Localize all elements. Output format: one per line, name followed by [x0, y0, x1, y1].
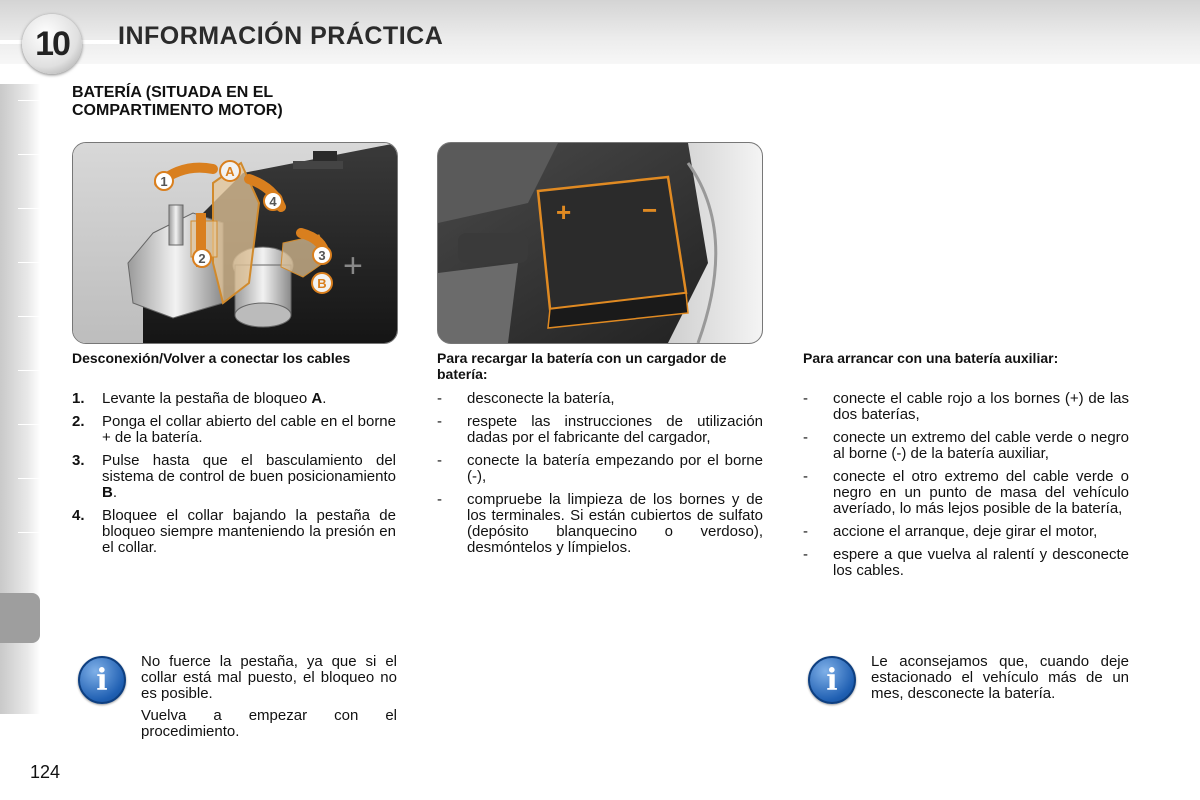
battery-terminal-illustration	[72, 142, 398, 344]
list-item	[437, 414, 763, 446]
item-text: desconecte la batería,	[467, 390, 615, 407]
recharge-steps-list	[437, 391, 763, 563]
list-item	[72, 453, 396, 501]
tab-divider	[18, 532, 40, 533]
list-item	[72, 508, 396, 556]
list-item	[803, 469, 1129, 517]
info-note-tab	[141, 654, 397, 746]
item-text: conecte un extremo del cable verde o negro al borne (-) de la batería auxiliar,	[833, 429, 1129, 462]
bullet-dash: -	[803, 429, 808, 446]
step-number: 2.	[72, 413, 85, 430]
step-2-label: 2	[198, 251, 206, 266]
step-text: Bloquee el collar bajando la pestaña de bloqueo siempre manteniendo la presión en el collar.	[102, 507, 396, 556]
note-text: Le aconsejamos que, cuando deje estacionado el vehículo más de un mes, desconecte la batería.	[871, 653, 1129, 702]
label-b: B	[317, 276, 327, 291]
step-text: Pulse hasta que el basculamiento del sistema de control de buen posicionamiento B.	[102, 452, 396, 501]
page-title: INFORMACIÓN PRÁCTICA	[118, 22, 444, 50]
step-1-label: 1	[160, 174, 168, 189]
jump-start-steps-list	[803, 391, 1129, 586]
item-text: conecte el otro extremo del cable verde o negro en un punto de masa del vehículo averíado, lo más lejos posible de la batería,	[833, 468, 1129, 517]
list-item	[72, 414, 396, 446]
list-item	[437, 492, 763, 556]
col3-heading: Para arrancar con una batería auxiliar:	[803, 350, 1059, 366]
tab-divider	[18, 370, 40, 371]
item-text: respete las instrucciones de utilización dadas por el fabricante del cargador,	[467, 413, 763, 446]
chapter-tab-active[interactable]	[0, 593, 40, 643]
list-item	[72, 391, 396, 407]
positive-terminal-mark: +	[556, 197, 572, 227]
info-icon: i	[808, 656, 856, 704]
bullet-dash: -	[803, 390, 808, 407]
battery-plus-mark: +	[343, 247, 363, 285]
info-note-storage	[871, 654, 1129, 708]
step-4-label: 4	[269, 194, 277, 209]
step-number: 1.	[72, 390, 85, 407]
item-text: conecte el cable rojo a los bornes (+) de las dos baterías,	[833, 390, 1129, 423]
section-title-line1: BATERÍA (SITUADA EN EL	[72, 84, 274, 101]
col2-heading: Para recargar la batería con un cargador de batería:	[437, 350, 727, 382]
negative-terminal-mark: −	[642, 195, 658, 225]
list-item	[437, 453, 763, 485]
section-title	[72, 84, 283, 120]
step-3-label: 3	[318, 248, 326, 263]
item-text: conecte la batería empezando por el borne (-),	[467, 452, 763, 485]
item-text: espere a que vuelva al ralentí y desconecte los cables.	[833, 546, 1129, 579]
list-item	[803, 430, 1129, 462]
bullet-dash: -	[437, 452, 442, 469]
step-number: 3.	[72, 452, 85, 469]
note-text: Vuelva a empezar con el procedimiento.	[141, 707, 397, 740]
bullet-dash: -	[803, 523, 808, 540]
bullet-dash: -	[437, 491, 442, 508]
tab-divider	[18, 208, 40, 209]
tab-divider	[18, 262, 40, 263]
list-item	[803, 547, 1129, 579]
tab-divider	[18, 424, 40, 425]
bullet-dash: -	[437, 413, 442, 430]
section-title-line2: COMPARTIMENTO MOTOR)	[72, 102, 283, 119]
disconnect-steps-list	[72, 391, 396, 563]
list-item	[803, 524, 1129, 540]
page-number: 124	[30, 762, 61, 782]
col1-heading: Desconexión/Volver a conectar los cables	[72, 350, 351, 366]
step-number: 4.	[72, 507, 85, 524]
bullet-dash: -	[803, 546, 808, 563]
chapter-badge: 10	[22, 14, 82, 74]
bullet-dash: -	[803, 468, 808, 485]
engine-bay-photo	[437, 142, 763, 344]
list-item	[803, 391, 1129, 423]
step-text: Levante la pestaña de bloqueo A.	[102, 390, 327, 407]
info-icon: i	[78, 656, 126, 704]
tab-divider	[18, 100, 40, 101]
tab-divider	[18, 154, 40, 155]
list-item	[437, 391, 763, 407]
item-text: compruebe la limpieza de los bornes y de los terminales. Si están cubiertos de sulfato (depósito blanquecino o verdoso), desmóntelos y límpielos.	[467, 491, 763, 556]
bullet-dash: -	[437, 390, 442, 407]
tab-divider	[18, 316, 40, 317]
note-text: No fuerce la pestaña, ya que si el collar está mal puesto, el bloqueo no es posible.	[141, 653, 397, 702]
label-a: A	[225, 164, 235, 179]
item-text: accione el arranque, deje girar el motor,	[833, 523, 1098, 540]
tab-divider	[18, 478, 40, 479]
step-text: Ponga el collar abierto del cable en el borne + de la batería.	[102, 413, 396, 446]
